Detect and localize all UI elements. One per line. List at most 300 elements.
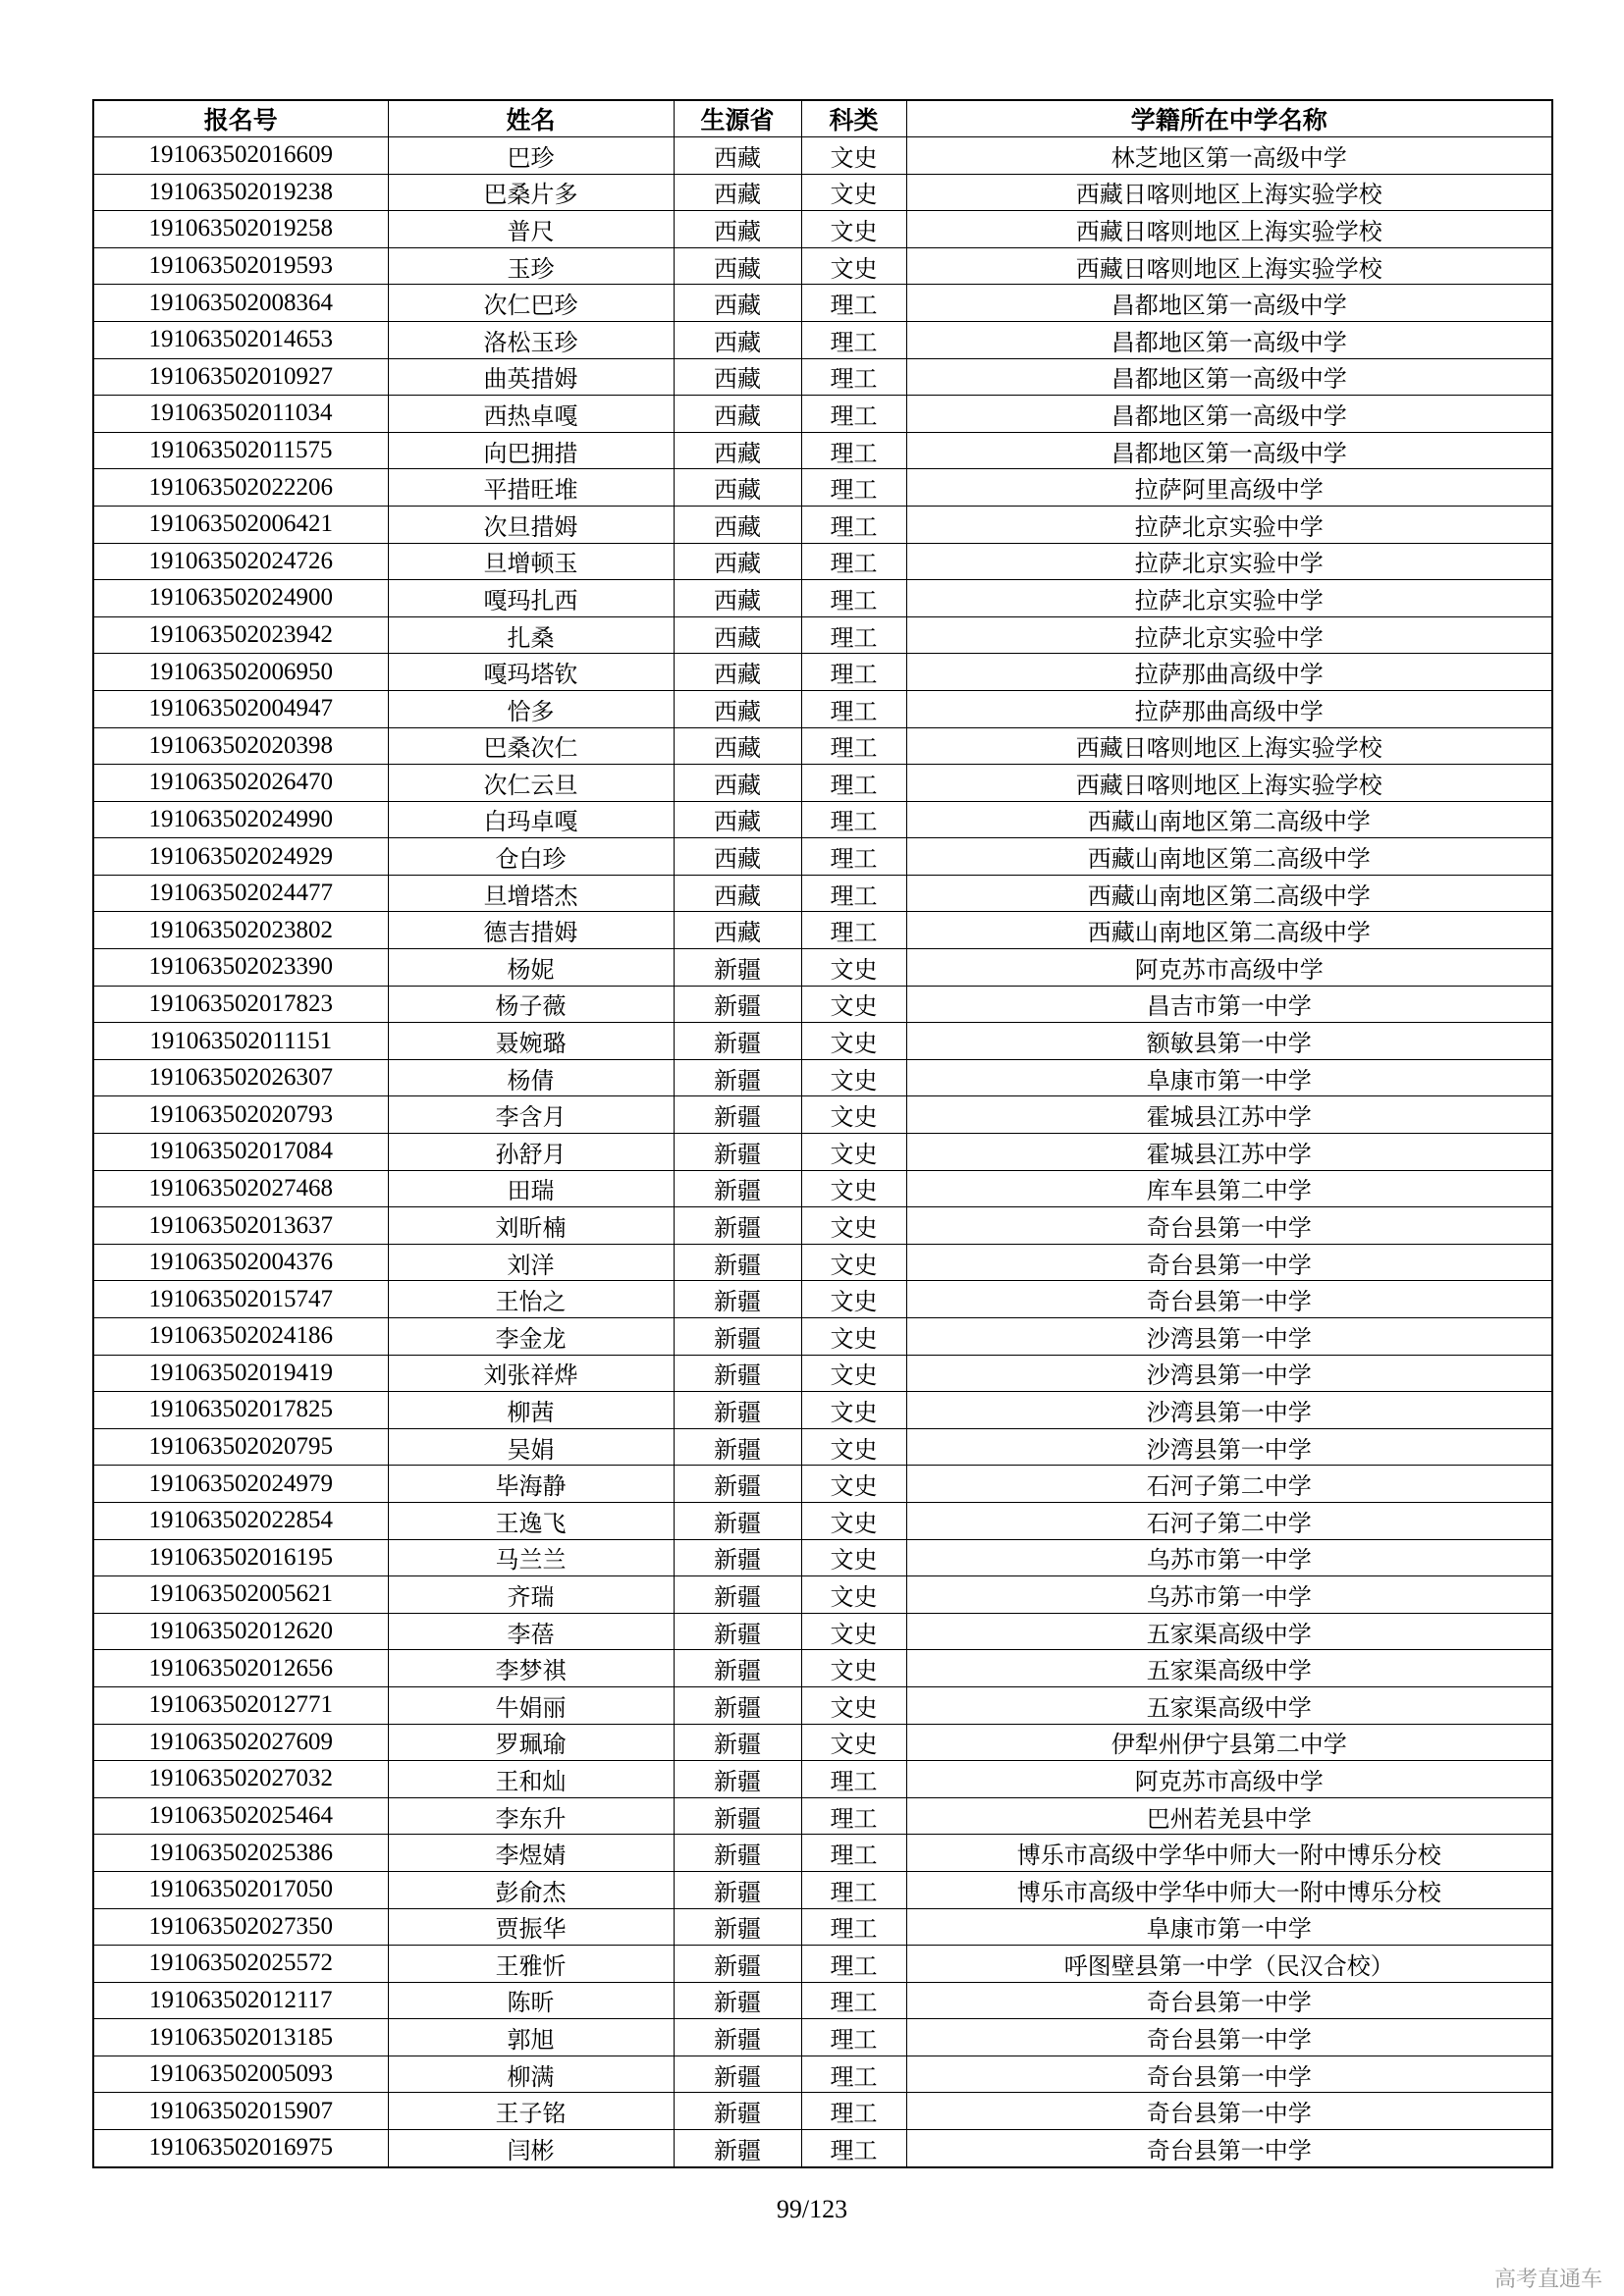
- cell-registration-number: 191063502027350: [93, 1908, 388, 1946]
- cell-subject-category: 理工: [801, 432, 906, 469]
- cell-registration-number: 191063502023942: [93, 616, 388, 654]
- cell-registration-number: 191063502011575: [93, 432, 388, 469]
- table-row: [93, 1946, 1552, 1983]
- cell-origin-province: 新疆: [674, 949, 801, 987]
- table-row: [93, 875, 1552, 912]
- cell-subject-category: 理工: [801, 1835, 906, 1872]
- cell-registration-number: 191063502027468: [93, 1170, 388, 1207]
- table-row: [93, 285, 1552, 322]
- cell-subject-category: 理工: [801, 285, 906, 322]
- cell-school-name: 昌都地区第一高级中学: [906, 321, 1552, 358]
- cell-origin-province: 新疆: [674, 1724, 801, 1761]
- cell-origin-province: 新疆: [674, 1576, 801, 1614]
- table-row: [93, 432, 1552, 469]
- cell-registration-number: 191063502019238: [93, 174, 388, 211]
- table-header-row: [93, 100, 1552, 137]
- cell-school-name: 阿克苏市高级中学: [906, 1761, 1552, 1798]
- cell-registration-number: 191063502023390: [93, 949, 388, 987]
- cell-school-name: 西藏日喀则地区上海实验学校: [906, 765, 1552, 802]
- cell-name: 巴桑次仁: [388, 727, 674, 765]
- cell-subject-category: 文史: [801, 1576, 906, 1614]
- cell-registration-number: 191063502012656: [93, 1650, 388, 1687]
- cell-school-name: 沙湾县第一中学: [906, 1318, 1552, 1356]
- cell-subject-category: 理工: [801, 912, 906, 949]
- cell-subject-category: 理工: [801, 2130, 906, 2167]
- cell-registration-number: 191063502005621: [93, 1576, 388, 1614]
- cell-origin-province: 西藏: [674, 838, 801, 876]
- cell-origin-province: 西藏: [674, 247, 801, 285]
- cell-registration-number: 191063502011151: [93, 1023, 388, 1060]
- table-row: [93, 1650, 1552, 1687]
- cell-origin-province: 新疆: [674, 1797, 801, 1835]
- header-origin-province: 生源省: [674, 100, 801, 137]
- cell-name: 毕海静: [388, 1466, 674, 1503]
- cell-name: 杨倩: [388, 1059, 674, 1096]
- cell-subject-category: 理工: [801, 1946, 906, 1983]
- table-row: [93, 469, 1552, 507]
- cell-origin-province: 西藏: [674, 580, 801, 617]
- cell-subject-category: 文史: [801, 211, 906, 248]
- table-row: [93, 1244, 1552, 1281]
- cell-subject-category: 文史: [801, 986, 906, 1023]
- cell-subject-category: 文史: [801, 247, 906, 285]
- table-row: [93, 358, 1552, 396]
- table-row: [93, 1761, 1552, 1798]
- cell-school-name: 奇台县第一中学: [906, 1281, 1552, 1318]
- cell-origin-province: 新疆: [674, 986, 801, 1023]
- table-row: [93, 580, 1552, 617]
- cell-registration-number: 191063502017825: [93, 1392, 388, 1429]
- table-row: [93, 1724, 1552, 1761]
- cell-school-name: 拉萨那曲高级中学: [906, 690, 1552, 727]
- cell-subject-category: 文史: [801, 1134, 906, 1171]
- cell-registration-number: 191063502019258: [93, 211, 388, 248]
- cell-name: 李含月: [388, 1096, 674, 1134]
- cell-origin-province: 西藏: [674, 543, 801, 580]
- cell-subject-category: 文史: [801, 1428, 906, 1466]
- cell-origin-province: 新疆: [674, 1686, 801, 1724]
- cell-school-name: 西藏日喀则地区上海实验学校: [906, 247, 1552, 285]
- cell-registration-number: 191063502023802: [93, 912, 388, 949]
- cell-school-name: 伊犁州伊宁县第二中学: [906, 1724, 1552, 1761]
- cell-registration-number: 191063502005093: [93, 2056, 388, 2093]
- cell-subject-category: 理工: [801, 1797, 906, 1835]
- cell-registration-number: 191063502026307: [93, 1059, 388, 1096]
- table-row: [93, 1466, 1552, 1503]
- cell-subject-category: 理工: [801, 727, 906, 765]
- cell-name: 次旦措姆: [388, 506, 674, 543]
- cell-school-name: 霍城县江苏中学: [906, 1096, 1552, 1134]
- cell-registration-number: 191063502010927: [93, 358, 388, 396]
- table-row: [93, 1281, 1552, 1318]
- cell-registration-number: 191063502024900: [93, 580, 388, 617]
- cell-school-name: 奇台县第一中学: [906, 2130, 1552, 2167]
- table-row: [93, 727, 1552, 765]
- cell-origin-province: 新疆: [674, 1466, 801, 1503]
- cell-subject-category: 文史: [801, 1686, 906, 1724]
- cell-school-name: 博乐市高级中学华中师大一附中博乐分校: [906, 1835, 1552, 1872]
- cell-subject-category: 理工: [801, 2056, 906, 2093]
- cell-subject-category: 文史: [801, 1281, 906, 1318]
- cell-registration-number: 191063502025386: [93, 1835, 388, 1872]
- cell-name: 巴桑片多: [388, 174, 674, 211]
- cell-school-name: 霍城县江苏中学: [906, 1134, 1552, 1171]
- cell-origin-province: 西藏: [674, 321, 801, 358]
- cell-school-name: 拉萨北京实验中学: [906, 543, 1552, 580]
- cell-subject-category: 理工: [801, 1982, 906, 2019]
- cell-school-name: 博乐市高级中学华中师大一附中博乐分校: [906, 1871, 1552, 1908]
- cell-name: 郭旭: [388, 2019, 674, 2056]
- cell-name: 吴娟: [388, 1428, 674, 1466]
- table-row: [93, 1908, 1552, 1946]
- cell-name: 普尺: [388, 211, 674, 248]
- admission-list-table: [92, 99, 1553, 2168]
- cell-school-name: 拉萨北京实验中学: [906, 580, 1552, 617]
- cell-subject-category: 文史: [801, 1318, 906, 1356]
- cell-registration-number: 191063502016195: [93, 1539, 388, 1576]
- cell-school-name: 呼图壁县第一中学（民汉合校）: [906, 1946, 1552, 1983]
- cell-registration-number: 191063502011034: [93, 396, 388, 433]
- cell-origin-province: 西藏: [674, 506, 801, 543]
- cell-school-name: 拉萨阿里高级中学: [906, 469, 1552, 507]
- cell-origin-province: 西藏: [674, 396, 801, 433]
- table-row: [93, 1134, 1552, 1171]
- cell-registration-number: 191063502006950: [93, 654, 388, 691]
- cell-registration-number: 191063502017050: [93, 1871, 388, 1908]
- cell-origin-province: 新疆: [674, 1318, 801, 1356]
- table-row: [93, 765, 1552, 802]
- cell-name: 扎桑: [388, 616, 674, 654]
- cell-school-name: 奇台县第一中学: [906, 2093, 1552, 2130]
- cell-origin-province: 新疆: [674, 1392, 801, 1429]
- cell-name: 牛娟丽: [388, 1686, 674, 1724]
- cell-name: 仓白珍: [388, 838, 674, 876]
- cell-school-name: 西藏日喀则地区上海实验学校: [906, 211, 1552, 248]
- cell-name: 王和灿: [388, 1761, 674, 1798]
- cell-school-name: 奇台县第一中学: [906, 1244, 1552, 1281]
- table-row: [93, 1096, 1552, 1134]
- cell-name: 平措旺堆: [388, 469, 674, 507]
- cell-subject-category: 理工: [801, 506, 906, 543]
- cell-name: 向巴拥措: [388, 432, 674, 469]
- cell-origin-province: 新疆: [674, 1613, 801, 1650]
- cell-subject-category: 文史: [801, 1502, 906, 1539]
- table-row: [93, 654, 1552, 691]
- cell-school-name: 沙湾县第一中学: [906, 1355, 1552, 1392]
- cell-school-name: 奇台县第一中学: [906, 2019, 1552, 2056]
- cell-subject-category: 文史: [801, 1724, 906, 1761]
- cell-registration-number: 191063502027032: [93, 1761, 388, 1798]
- cell-registration-number: 191063502027609: [93, 1724, 388, 1761]
- table-row: [93, 949, 1552, 987]
- cell-subject-category: 理工: [801, 801, 906, 838]
- cell-subject-category: 文史: [801, 1613, 906, 1650]
- cell-name: 刘张祥烨: [388, 1355, 674, 1392]
- table-row: [93, 1576, 1552, 1614]
- cell-origin-province: 新疆: [674, 2093, 801, 2130]
- cell-school-name: 西藏山南地区第二高级中学: [906, 875, 1552, 912]
- cell-name: 李东升: [388, 1797, 674, 1835]
- cell-school-name: 拉萨北京实验中学: [906, 506, 1552, 543]
- table-row: [93, 211, 1552, 248]
- cell-name: 玉珍: [388, 247, 674, 285]
- cell-school-name: 奇台县第一中学: [906, 1982, 1552, 2019]
- cell-name: 德吉措姆: [388, 912, 674, 949]
- cell-registration-number: 191063502024990: [93, 801, 388, 838]
- cell-registration-number: 191063502006421: [93, 506, 388, 543]
- cell-subject-category: 理工: [801, 358, 906, 396]
- cell-registration-number: 191063502016609: [93, 137, 388, 175]
- table-row: [93, 506, 1552, 543]
- cell-subject-category: 文史: [801, 1059, 906, 1096]
- cell-school-name: 林芝地区第一高级中学: [906, 137, 1552, 175]
- table-row: [93, 174, 1552, 211]
- cell-school-name: 阿克苏市高级中学: [906, 949, 1552, 987]
- cell-name: 恰多: [388, 690, 674, 727]
- cell-school-name: 西藏山南地区第二高级中学: [906, 801, 1552, 838]
- cell-school-name: 五家渠高级中学: [906, 1686, 1552, 1724]
- cell-name: 孙舒月: [388, 1134, 674, 1171]
- cell-origin-province: 西藏: [674, 727, 801, 765]
- cell-name: 曲英措姆: [388, 358, 674, 396]
- cell-name: 柳茜: [388, 1392, 674, 1429]
- cell-origin-province: 新疆: [674, 1946, 801, 1983]
- cell-registration-number: 191063502004947: [93, 690, 388, 727]
- cell-registration-number: 191063502013185: [93, 2019, 388, 2056]
- cell-subject-category: 文史: [801, 949, 906, 987]
- cell-name: 柳满: [388, 2056, 674, 2093]
- cell-subject-category: 理工: [801, 2093, 906, 2130]
- table-row: [93, 1613, 1552, 1650]
- cell-subject-category: 文史: [801, 1466, 906, 1503]
- cell-school-name: 奇台县第一中学: [906, 2056, 1552, 2093]
- cell-origin-province: 新疆: [674, 1207, 801, 1245]
- cell-school-name: 西藏日喀则地区上海实验学校: [906, 174, 1552, 211]
- cell-school-name: 奇台县第一中学: [906, 1207, 1552, 1245]
- table-row: [93, 1835, 1552, 1872]
- cell-origin-province: 西藏: [674, 469, 801, 507]
- cell-school-name: 石河子第二中学: [906, 1502, 1552, 1539]
- cell-school-name: 昌都地区第一高级中学: [906, 285, 1552, 322]
- cell-registration-number: 191063502016975: [93, 2130, 388, 2167]
- table-row: [93, 1170, 1552, 1207]
- cell-origin-province: 西藏: [674, 912, 801, 949]
- cell-subject-category: 理工: [801, 543, 906, 580]
- cell-subject-category: 文史: [801, 1207, 906, 1245]
- cell-origin-province: 新疆: [674, 1428, 801, 1466]
- cell-school-name: 乌苏市第一中学: [906, 1576, 1552, 1614]
- cell-registration-number: 191063502024186: [93, 1318, 388, 1356]
- cell-name: 李金龙: [388, 1318, 674, 1356]
- cell-origin-province: 新疆: [674, 1281, 801, 1318]
- cell-registration-number: 191063502015747: [93, 1281, 388, 1318]
- cell-origin-province: 新疆: [674, 2056, 801, 2093]
- cell-name: 次仁云旦: [388, 765, 674, 802]
- cell-name: 刘昕楠: [388, 1207, 674, 1245]
- cell-registration-number: 191063502019419: [93, 1355, 388, 1392]
- cell-name: 王雅忻: [388, 1946, 674, 1983]
- cell-origin-province: 新疆: [674, 1982, 801, 2019]
- cell-school-name: 石河子第二中学: [906, 1466, 1552, 1503]
- cell-registration-number: 191063502008364: [93, 285, 388, 322]
- cell-registration-number: 191063502024477: [93, 875, 388, 912]
- cell-name: 王逸飞: [388, 1502, 674, 1539]
- cell-origin-province: 新疆: [674, 1908, 801, 1946]
- cell-origin-province: 新疆: [674, 1134, 801, 1171]
- cell-name: 贾振华: [388, 1908, 674, 1946]
- cell-name: 闫彬: [388, 2130, 674, 2167]
- cell-subject-category: 理工: [801, 875, 906, 912]
- cell-origin-province: 西藏: [674, 765, 801, 802]
- table-row: [93, 1871, 1552, 1908]
- cell-subject-category: 理工: [801, 469, 906, 507]
- cell-school-name: 库车县第二中学: [906, 1170, 1552, 1207]
- cell-name: 旦增顿玉: [388, 543, 674, 580]
- cell-registration-number: 191063502024979: [93, 1466, 388, 1503]
- cell-origin-province: 西藏: [674, 875, 801, 912]
- table-row: [93, 396, 1552, 433]
- cell-school-name: 巴州若羌县中学: [906, 1797, 1552, 1835]
- table-row: [93, 1023, 1552, 1060]
- cell-registration-number: 191063502015907: [93, 2093, 388, 2130]
- cell-origin-province: 西藏: [674, 432, 801, 469]
- cell-subject-category: 理工: [801, 765, 906, 802]
- table-row: [93, 1207, 1552, 1245]
- table-row: [93, 1982, 1552, 2019]
- table-row: [93, 247, 1552, 285]
- cell-name: 刘洋: [388, 1244, 674, 1281]
- cell-name: 洛松玉珍: [388, 321, 674, 358]
- table-row: [93, 1318, 1552, 1356]
- cell-registration-number: 191063502022854: [93, 1502, 388, 1539]
- cell-subject-category: 文史: [801, 1096, 906, 1134]
- table-row: [93, 2019, 1552, 2056]
- cell-origin-province: 西藏: [674, 137, 801, 175]
- cell-registration-number: 191063502024929: [93, 838, 388, 876]
- cell-name: 田瑞: [388, 1170, 674, 1207]
- table-row: [93, 616, 1552, 654]
- cell-school-name: 阜康市第一中学: [906, 1059, 1552, 1096]
- cell-registration-number: 191063502012117: [93, 1982, 388, 2019]
- table-row: [93, 1502, 1552, 1539]
- table-row: [93, 838, 1552, 876]
- page-number: 99/123: [776, 2195, 848, 2223]
- cell-subject-category: 文史: [801, 137, 906, 175]
- cell-subject-category: 理工: [801, 616, 906, 654]
- cell-name: 罗珮瑜: [388, 1724, 674, 1761]
- cell-registration-number: 191063502017823: [93, 986, 388, 1023]
- cell-origin-province: 新疆: [674, 1650, 801, 1687]
- cell-name: 杨子薇: [388, 986, 674, 1023]
- cell-name: 嘎玛塔钦: [388, 654, 674, 691]
- header-name: 姓名: [388, 100, 674, 137]
- table-row: [93, 1355, 1552, 1392]
- cell-origin-province: 新疆: [674, 1871, 801, 1908]
- cell-origin-province: 西藏: [674, 801, 801, 838]
- cell-subject-category: 文史: [801, 1650, 906, 1687]
- cell-registration-number: 191063502020793: [93, 1096, 388, 1134]
- cell-subject-category: 理工: [801, 580, 906, 617]
- table-row: [93, 1059, 1552, 1096]
- watermark-text: 高考直通车: [1493, 2268, 1602, 2292]
- cell-origin-province: 西藏: [674, 654, 801, 691]
- cell-registration-number: 191063502022206: [93, 469, 388, 507]
- cell-name: 西热卓嘎: [388, 396, 674, 433]
- cell-school-name: 西藏山南地区第二高级中学: [906, 912, 1552, 949]
- cell-origin-province: 西藏: [674, 211, 801, 248]
- cell-registration-number: 191063502017084: [93, 1134, 388, 1171]
- cell-subject-category: 文史: [801, 1539, 906, 1576]
- table-row: [93, 986, 1552, 1023]
- cell-subject-category: 文史: [801, 1244, 906, 1281]
- cell-registration-number: 191063502013637: [93, 1207, 388, 1245]
- cell-registration-number: 191063502025464: [93, 1797, 388, 1835]
- cell-subject-category: 理工: [801, 1908, 906, 1946]
- cell-origin-province: 新疆: [674, 1761, 801, 1798]
- cell-school-name: 乌苏市第一中学: [906, 1539, 1552, 1576]
- cell-school-name: 昌都地区第一高级中学: [906, 358, 1552, 396]
- cell-registration-number: 191063502020398: [93, 727, 388, 765]
- cell-name: 李煜婧: [388, 1835, 674, 1872]
- cell-school-name: 额敏县第一中学: [906, 1023, 1552, 1060]
- cell-name: 王子铭: [388, 2093, 674, 2130]
- cell-registration-number: 191063502012771: [93, 1686, 388, 1724]
- cell-school-name: 五家渠高级中学: [906, 1650, 1552, 1687]
- cell-name: 李蓓: [388, 1613, 674, 1650]
- cell-name: 杨妮: [388, 949, 674, 987]
- cell-school-name: 五家渠高级中学: [906, 1613, 1552, 1650]
- cell-name: 陈昕: [388, 1982, 674, 2019]
- cell-school-name: 昌都地区第一高级中学: [906, 432, 1552, 469]
- cell-origin-province: 新疆: [674, 1355, 801, 1392]
- cell-name: 王怡之: [388, 1281, 674, 1318]
- cell-name: 齐瑞: [388, 1576, 674, 1614]
- cell-registration-number: 191063502014653: [93, 321, 388, 358]
- cell-school-name: 沙湾县第一中学: [906, 1392, 1552, 1429]
- table-row: [93, 1686, 1552, 1724]
- cell-school-name: 阜康市第一中学: [906, 1908, 1552, 1946]
- cell-subject-category: 理工: [801, 654, 906, 691]
- table-body: [93, 137, 1552, 2167]
- cell-origin-province: 西藏: [674, 174, 801, 211]
- table-row: [93, 2130, 1552, 2167]
- cell-school-name: 拉萨北京实验中学: [906, 616, 1552, 654]
- table-row: [93, 801, 1552, 838]
- cell-name: 彭俞杰: [388, 1871, 674, 1908]
- cell-origin-province: 西藏: [674, 616, 801, 654]
- cell-name: 次仁巴珍: [388, 285, 674, 322]
- cell-subject-category: 理工: [801, 1871, 906, 1908]
- table-row: [93, 137, 1552, 175]
- cell-registration-number: 191063502019593: [93, 247, 388, 285]
- table-row: [93, 912, 1552, 949]
- cell-registration-number: 191063502020795: [93, 1428, 388, 1466]
- header-subject-category: 科类: [801, 100, 906, 137]
- cell-origin-province: 新疆: [674, 2130, 801, 2167]
- cell-school-name: 昌吉市第一中学: [906, 986, 1552, 1023]
- table-row: [93, 543, 1552, 580]
- cell-subject-category: 文史: [801, 1355, 906, 1392]
- table-row: [93, 1797, 1552, 1835]
- cell-school-name: 西藏日喀则地区上海实验学校: [906, 727, 1552, 765]
- cell-subject-category: 理工: [801, 2019, 906, 2056]
- table-row: [93, 1539, 1552, 1576]
- cell-school-name: 沙湾县第一中学: [906, 1428, 1552, 1466]
- cell-subject-category: 理工: [801, 321, 906, 358]
- cell-subject-category: 文史: [801, 174, 906, 211]
- cell-subject-category: 理工: [801, 396, 906, 433]
- header-registration-number: 报名号: [93, 100, 388, 137]
